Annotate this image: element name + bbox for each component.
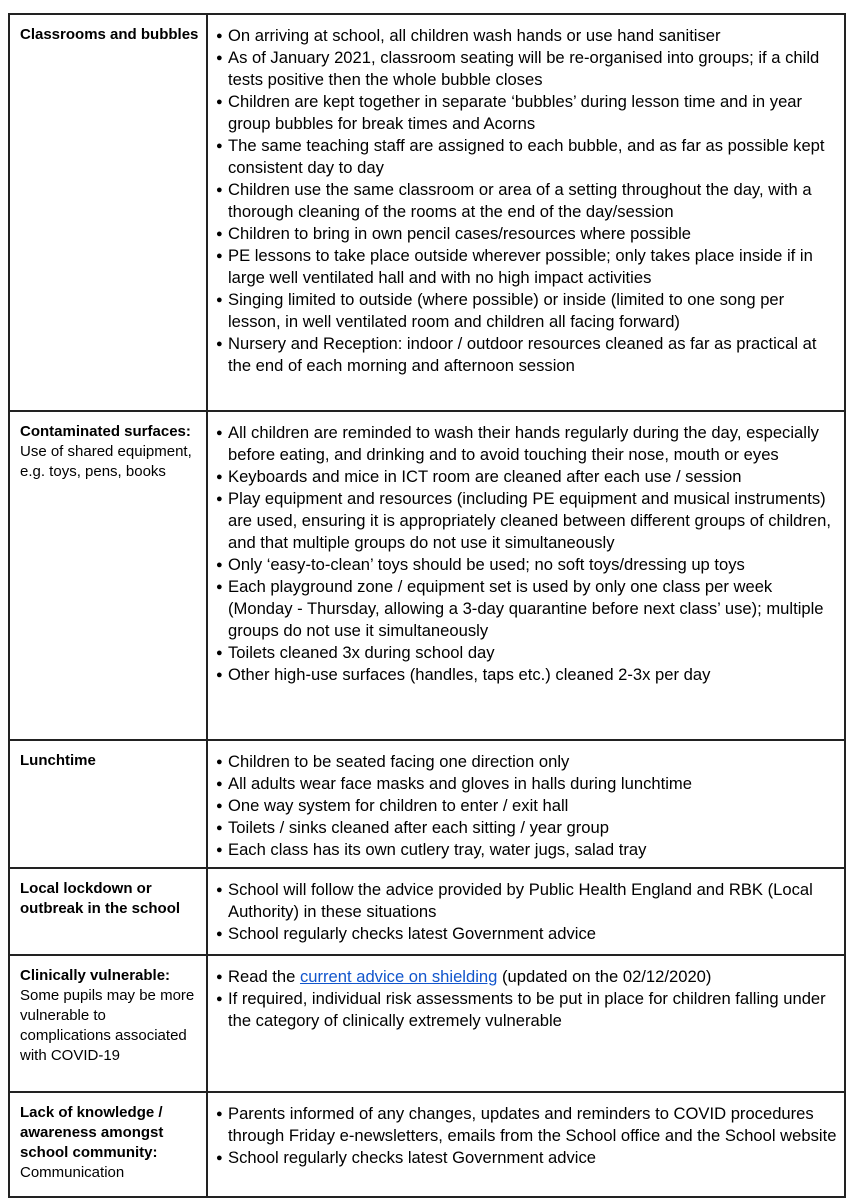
shielding-advice-link[interactable]: current advice on shielding (299, 967, 498, 986)
control-measures-cell (207, 1092, 845, 1197)
list-item: ● All children are reminded to wash their hands regularly during the day, especially before eating, and drinking and to avoid touching their nose, mouth or eyes (216, 422, 838, 466)
hazard-cell (9, 955, 207, 1092)
list-item: ● Other high-use surfaces (handles, taps etc.) cleaned 2-3x per day (216, 664, 838, 686)
list-item: ● PE lessons to take place outside wherever possible; only takes place inside if in large well ventilated hall and with no high impact activities (216, 245, 838, 289)
list-item: ● Singing limited to outside (where possible) or inside (limited to one song per lesson, in well ventilated room and children all facing forward) (216, 289, 838, 333)
list-item-text: Read the (228, 967, 300, 986)
list-item: ● Nursery and Reception: indoor / outdoor resources cleaned as far as practical at the end of each morning and afternoon session (216, 333, 838, 377)
bullet-list (216, 966, 838, 1032)
table-row (9, 411, 845, 740)
list-item: ● As of January 2021, classroom seating will be re-organised into groups; if a child tests positive then the whole bubble closes (216, 47, 838, 91)
table-row (9, 868, 845, 955)
list-item: ● School will follow the advice provided by Public Health England and RBK (Local Authority) in these situations (216, 879, 838, 923)
list-item: ● School regularly checks latest Government advice (216, 1147, 838, 1169)
list-item: ● School regularly checks latest Government advice (216, 923, 838, 945)
hazard-cell (9, 868, 207, 955)
bullet-list (216, 25, 838, 377)
hazard-title: Classrooms and bubbles (20, 26, 199, 43)
hazard-subtitle: Communication (20, 1164, 125, 1181)
hazard-title: Clinically vulnerable: (20, 967, 171, 984)
table-row (9, 1092, 845, 1197)
list-item: ● Each playground zone / equipment set is used by only one class per week (Monday - Thursday, allowing a 3-day quarantine before next class’ use); multiple groups do not use it simultaneously (216, 576, 838, 642)
list-item: ● Toilets cleaned 3x during school day (216, 642, 838, 664)
control-measures-cell (207, 868, 845, 955)
control-measures-cell (207, 740, 845, 868)
risk-assessment-table (8, 13, 846, 1198)
list-item: ● Children are kept together in separate ‘bubbles’ during lesson time and in year group bubbles for break times and Acorns (216, 91, 838, 135)
list-item: ● Toilets / sinks cleaned after each sitting / year group (216, 817, 838, 839)
bullet-list (216, 1103, 838, 1169)
list-item (216, 966, 838, 988)
list-item: ● If required, individual risk assessments to be put in place for children falling under the category of clinically extremely vulnerable (216, 988, 838, 1032)
hazard-cell (9, 1092, 207, 1197)
list-item: ● Parents informed of any changes, updates and reminders to COVID procedures through Friday e-newsletters, emails from the School office and the School website (216, 1103, 838, 1147)
list-item: ● On arriving at school, all children wash hands or use hand sanitiser (216, 25, 838, 47)
list-item: ● The same teaching staff are assigned to each bubble, and as far as possible kept consistent day to day (216, 135, 838, 179)
table-row (9, 955, 845, 1092)
bullet-list (216, 879, 838, 945)
list-item: ● Children to be seated facing one direction only (216, 751, 838, 773)
table-row (9, 740, 845, 868)
list-item: ● All adults wear face masks and gloves in halls during lunchtime (216, 773, 838, 795)
hazard-title: Lack of knowledge / awareness amongst school community: (20, 1104, 164, 1161)
hazard-title: Contaminated surfaces: (20, 423, 191, 440)
list-item: ● Keyboards and mice in ICT room are cleaned after each use / session (216, 466, 838, 488)
list-item: ● Each class has its own cutlery tray, water jugs, salad tray (216, 839, 838, 861)
hazard-subtitle: Some pupils may be more vulnerable to complications associated with COVID-19 (20, 987, 195, 1064)
list-item: ● One way system for children to enter / exit hall (216, 795, 838, 817)
list-item: ● Children use the same classroom or area of a setting throughout the day, with a thorough cleaning of the rooms at the end of the day/session (216, 179, 838, 223)
bullet-list (216, 422, 838, 686)
hazard-title: Local lockdown or outbreak in the school (20, 880, 181, 917)
hazard-subtitle: Use of shared equipment, e.g. toys, pens, books (20, 443, 192, 480)
table-row (9, 14, 845, 411)
control-measures-cell (207, 411, 845, 740)
control-measures-cell (207, 14, 845, 411)
hazard-title: Lunchtime (20, 752, 96, 769)
hazard-cell (9, 14, 207, 411)
bullet-list (216, 751, 838, 861)
control-measures-cell (207, 955, 845, 1092)
hazard-cell (9, 411, 207, 740)
list-item-text: (updated on the 02/12/2020) (497, 967, 712, 986)
hazard-cell (9, 740, 207, 868)
list-item: ● Children to bring in own pencil cases/resources where possible (216, 223, 838, 245)
list-item: ● Only ‘easy-to-clean’ toys should be used; no soft toys/dressing up toys (216, 554, 838, 576)
list-item: ● Play equipment and resources (including PE equipment and musical instruments) are used, ensuring it is appropriately cleaned between different groups of children, and that multiple groups do not use it simultaneously (216, 488, 838, 554)
